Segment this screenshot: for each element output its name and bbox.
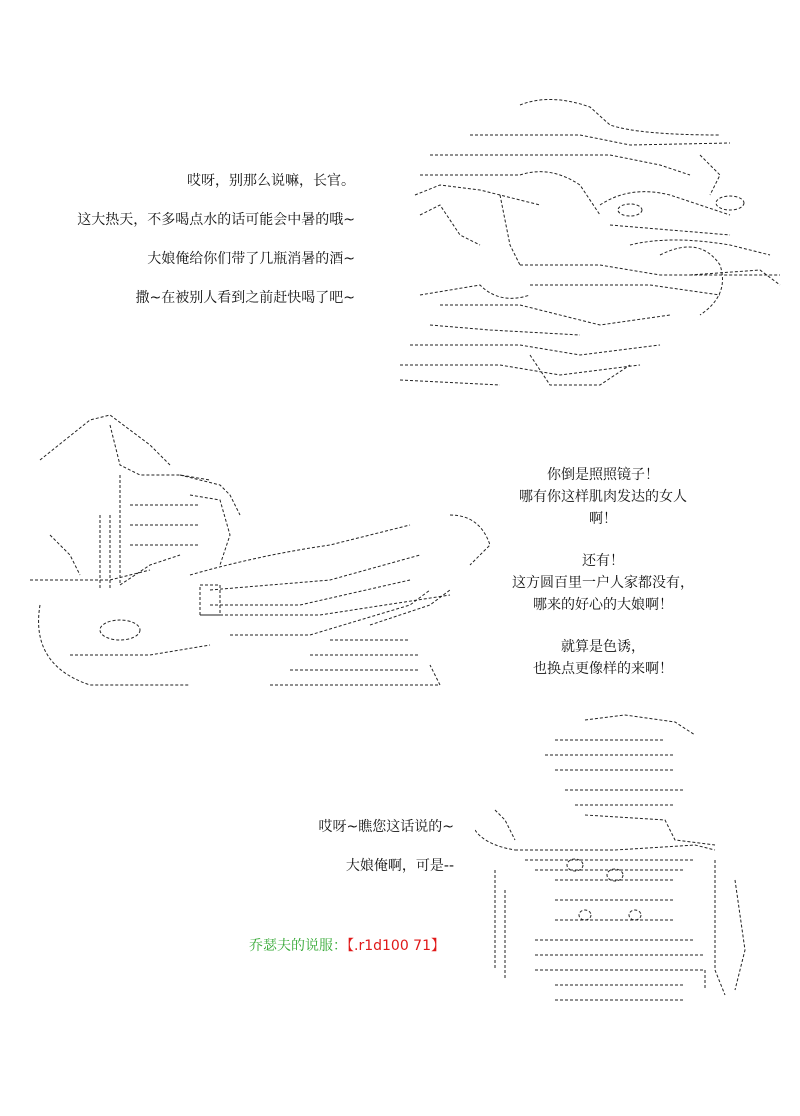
dialogue-line: 哪来的好心的大娘啊！ [533,597,673,613]
ascii-art-woman-with-bottles [400,95,800,395]
panel3-dialogue [319,818,454,896]
dialogue-line: 这方圆百里一户人家都没有， [512,575,694,591]
roll-label: 乔瑟夫的说服： [249,938,347,954]
dice-roll [249,937,445,955]
dialogue-line: 也换点更像样的来啊！ [533,661,673,677]
dialogue-line: 哎呀，别那么说嘛，长官。 [187,173,355,189]
dialogue-line: 大娘俺给你们带了几瓶消暑的酒~ [147,251,355,267]
dialogue-line: 还有！ [582,553,624,569]
dialogue-line: 哪有你这样肌肉发达的女人 [519,489,687,505]
roll-value: 【.r1d100 71】 [347,938,445,954]
ascii-art-man-pointing [30,405,490,695]
dialogue-line: 哎呀~瞧您这话说的~ [318,819,454,835]
panel2-dialogue [503,466,703,682]
dialogue-line: 就算是色诱， [561,639,645,655]
dialogue-line: 这大热天，不多喝点水的话可能会中暑的哦~ [77,212,355,228]
dialogue-line: 啊！ [589,511,617,527]
dialogue-line: 大娘俺啊，可是-- [345,858,454,874]
panel1-dialogue [77,172,355,328]
dialogue-line: 你倒是照照镜子！ [547,467,659,483]
dialogue-line: 撒~在被别人看到之前赶快喝了吧~ [135,290,355,306]
ascii-art-woman-large [475,710,775,1010]
